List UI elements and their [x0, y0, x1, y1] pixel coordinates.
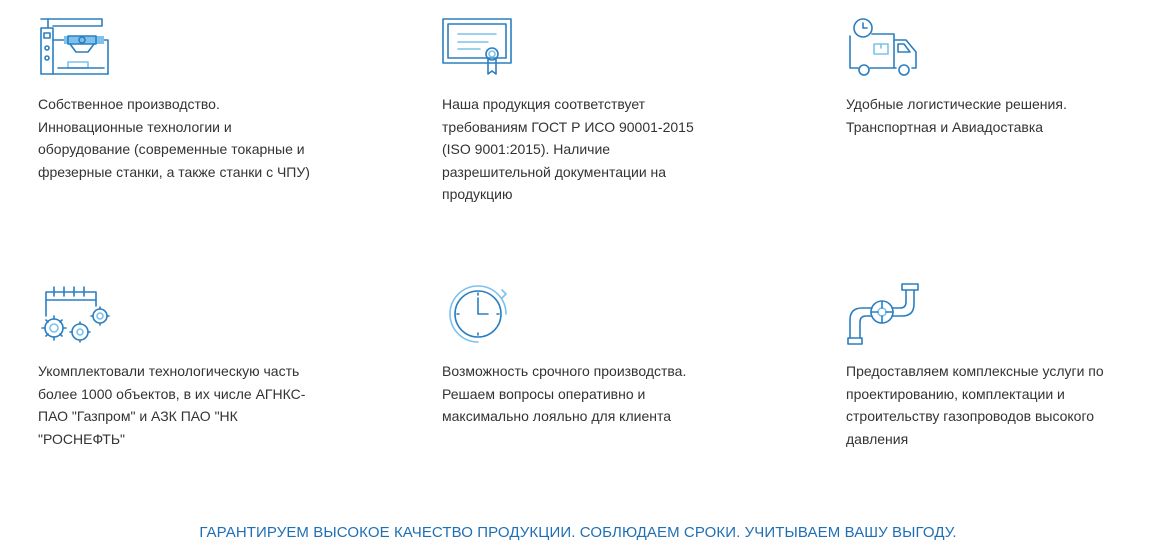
delivery-truck-icon	[846, 16, 920, 80]
feature-own-production	[38, 16, 328, 180]
feature-gas-pipelines	[846, 282, 1136, 447]
feature-urgent-production	[442, 282, 732, 424]
pipeline-valve-icon	[846, 282, 920, 346]
feature-text: Возможность срочного производства. Решаем вопросы оперативно и максимально лояльно для клиента	[442, 363, 687, 424]
tagline: ГАРАНТИРУЕМ ВЫСОКОЕ КАЧЕСТВО ПРОДУКЦИИ. СОБЛЮДАЕМ СРОКИ. УЧИТЫВАЕМ ВАШУ ВЫГОДУ.	[199, 524, 957, 541]
feature-text: Удобные логистические решения. Транспортная и Авиадоставка	[846, 96, 1067, 135]
feature-logistics	[846, 16, 1136, 135]
feature-text: Предоставляем комплексные услуги по проектированию, комплектации и строительству газопроводов высокого давления	[846, 363, 1104, 447]
feature-text: Собственное производство. Инновационные технологии и оборудование (современные токарные и фрезерные станки, а также станки с ЧПУ)	[38, 96, 310, 180]
feature-text: Укомплектовали технологическую часть более 1000 объектов, в их числе АГНКС-ПАО "Газпром" и АЗК ПАО "НК "РОСНЕФТЬ"	[38, 363, 306, 447]
clock-icon	[442, 282, 516, 346]
feature-certification	[442, 16, 732, 202]
feature-text: Наша продукция соответствует требованиям ГОСТ Р ИСО 90001-2015 (ISO 9001:2015). Наличие разрешительной документации на продукцию	[442, 96, 694, 202]
cnc-machine-icon	[38, 16, 112, 80]
calendar-gears-icon	[38, 282, 112, 346]
feature-projects	[38, 282, 328, 447]
certificate-icon	[442, 16, 516, 80]
